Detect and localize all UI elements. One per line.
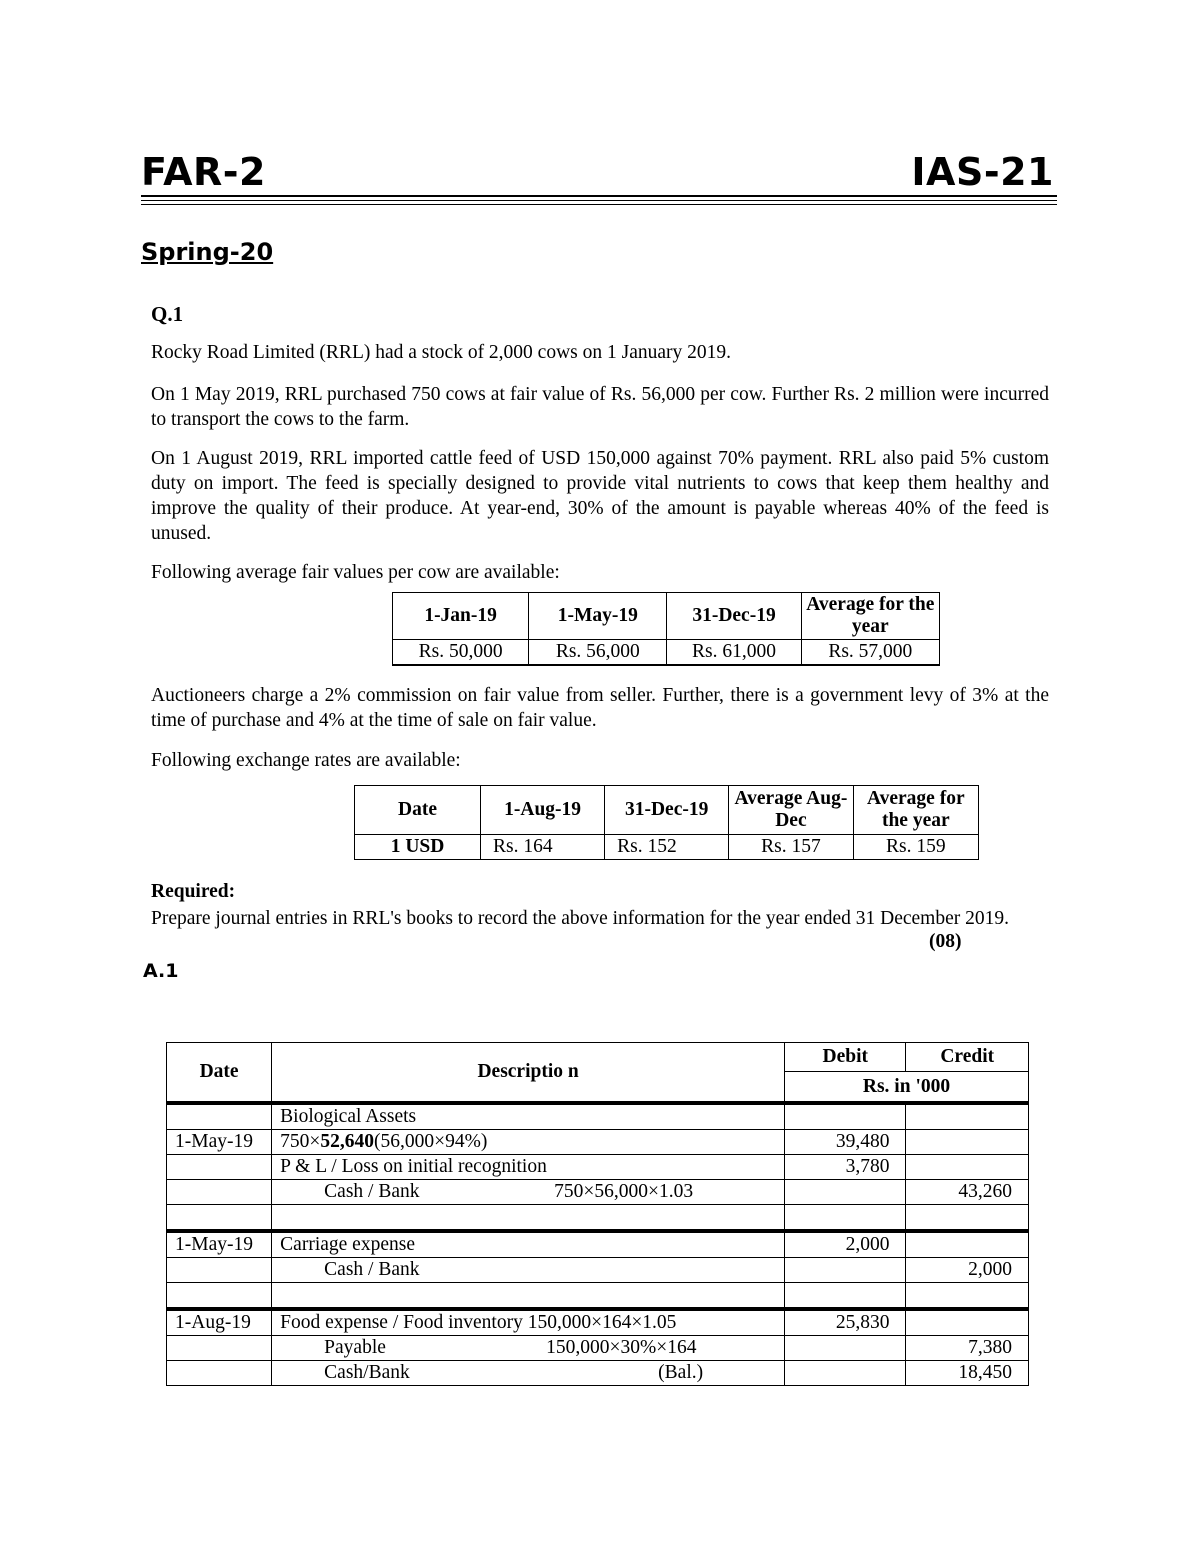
table-cell: Rs. 50,000 [393,640,529,666]
table-row [167,1180,1029,1205]
table-row [167,1130,1029,1155]
description-text: Cash / Bank [324,1259,420,1280]
table-row [167,1283,1029,1310]
debit-cell: 2,000 [785,1231,906,1258]
description-text: Cash / Bank [324,1181,420,1202]
table-cell: Rs. 57,000 [801,640,939,666]
description-cell: P & L / Loss on initial recognition [272,1155,785,1180]
header-rule [141,195,1057,197]
credit-cell: 7,380 [906,1336,1029,1361]
date-cell: 1-May-19 [167,1231,272,1258]
table-cell: Rs. 159 [853,835,978,860]
table-cell: Rs. 152 [605,835,729,860]
description-cell: Biological Assets [272,1103,785,1130]
credit-cell: 43,260 [906,1180,1029,1205]
debit-cell: 39,480 [785,1130,906,1155]
required-text: Prepare journal entries in RRL's books to record the above information for the year ended 31 December 2019. [151,908,1009,929]
table-header: Date [355,786,481,835]
question-paragraph: Auctioneers charge a 2% commission on fair value from seller. Further, there is a government levy of 3% at the time of purchase and 4% at the time of sale on fair value. [151,685,1049,731]
debit-cell: 3,780 [785,1155,906,1180]
credit-cell: 2,000 [906,1258,1029,1283]
credit-cell: 18,450 [906,1361,1029,1386]
table-row [167,1361,1029,1386]
calculation-text: 150,000×30%×164 [546,1337,697,1358]
date-cell: 1-Aug-19 [167,1309,272,1336]
table-header: 31-Dec-19 [667,593,801,640]
required-label: Required: [151,881,236,902]
table-header: 1-Aug-19 [481,786,605,835]
table-row [167,1336,1029,1361]
table-header: 1-May-19 [529,593,667,640]
description-text: Cash/Bank [324,1362,410,1383]
question-paragraph: Rocky Road Limited (RRL) had a stock of 2,000 cows on 1 January 2019. [151,342,732,363]
table-cell: 1 USD [355,835,481,860]
marks: (08) [929,931,962,952]
description-text: 750× [280,1131,321,1152]
journal-table [166,1042,1029,1386]
table-cell: Rs. 164 [481,835,605,860]
description-cell [272,1361,785,1386]
table-cell: Rs. 157 [729,835,853,860]
table-row [167,1205,1029,1232]
description-cell [272,1130,785,1155]
question-paragraph: On 1 August 2019, RRL imported cattle feed of USD 150,000 against 70% payment. RRL also paid 5% custom duty on import. The feed is specially designed to provide vital nutrients to cows that keep them healthy and improve the quality of their produce. At year-end, 30% of the amount is payable whereas 40% of the feed is unused. [151,448,1049,544]
table-row [167,1103,1029,1130]
question-paragraph: Following exchange rates are available: [151,750,461,771]
calculation-text: 750×56,000×1.03 [554,1181,694,1202]
table-header: Average for the year [801,593,939,640]
table-header: Average for the year [853,786,978,835]
answer-label: A.1 [143,960,179,982]
question-paragraph: Following average fair values per cow are available: [151,562,560,583]
header-subject: FAR-2 [141,150,266,194]
description-cell [272,1258,785,1283]
fair-value-table [392,592,940,666]
table-cell: Rs. 61,000 [667,640,801,666]
column-header-date: Date [167,1043,272,1104]
question-label: Q.1 [151,302,184,326]
column-header-unit: Rs. in '000 [785,1072,1029,1103]
table-header: 1-Jan-19 [393,593,529,640]
description-text: Payable [324,1337,386,1358]
section-title: Spring-20 [141,238,274,266]
debit-cell: 25,830 [785,1309,906,1336]
calculation-text: (Bal.) [658,1362,704,1383]
table-cell: Rs. 56,000 [529,640,667,666]
column-header-description: Descriptio n [272,1043,785,1104]
date-cell: 1-May-19 [167,1130,272,1155]
description-cell [272,1180,785,1205]
table-row [167,1258,1029,1283]
description-text: (56,000×94%) [374,1131,488,1152]
description-cell: Carriage expense [272,1231,785,1258]
column-header-credit: Credit [906,1043,1029,1072]
table-row [167,1231,1029,1258]
description-cell: Food expense / Food inventory 150,000×164×1.05 [272,1309,785,1336]
table-row [167,1309,1029,1336]
exchange-rate-table [354,785,979,860]
table-header: Average Aug-Dec [729,786,853,835]
header-rule [141,204,1057,205]
header-rule [141,200,1057,201]
table-header: 31-Dec-19 [605,786,729,835]
column-header-debit: Debit [785,1043,906,1072]
description-value: 52,640 [320,1131,375,1152]
header-standard: IAS-21 [911,150,1054,194]
question-paragraph: On 1 May 2019, RRL purchased 750 cows at fair value of Rs. 56,000 per cow. Further Rs. 2 million were incurred to transport the cows to the farm. [151,384,1049,430]
table-row [167,1155,1029,1180]
description-cell [272,1336,785,1361]
